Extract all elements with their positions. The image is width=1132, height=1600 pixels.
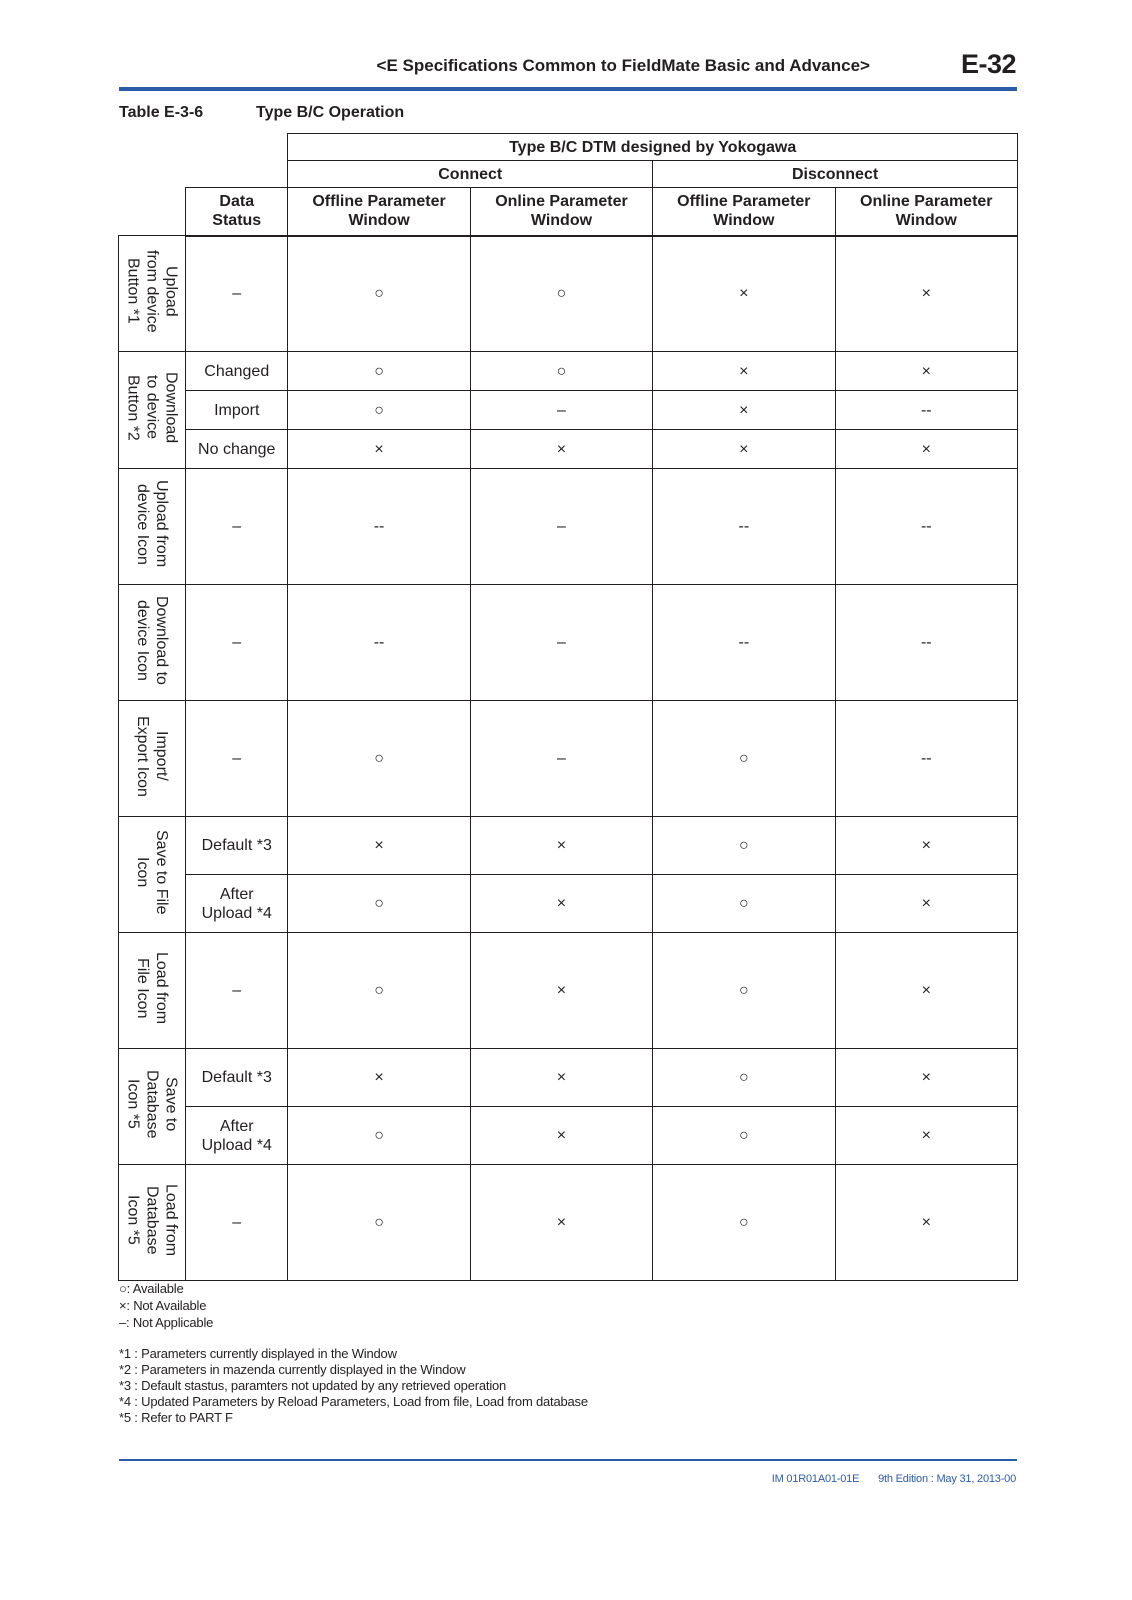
data-status-cell: –	[186, 469, 288, 585]
data-status-cell: Changed	[186, 352, 288, 391]
table-caption	[119, 104, 405, 122]
page-number: E-32	[960, 49, 1016, 79]
table-row	[119, 933, 1018, 1049]
cell-disconnect-online: ×	[835, 1049, 1017, 1107]
legend-not-applicable: –: Not Applicable	[119, 1315, 214, 1330]
header-connect-offline: Offline Parameter Window	[288, 188, 470, 236]
row-group-label: Import/ Export Icon	[134, 715, 171, 797]
row-group-label-cell	[119, 701, 186, 817]
footer-edition: 9th Edition : May 31, 2013-00	[878, 1473, 1016, 1485]
cell-disconnect-offline: ×	[653, 352, 835, 391]
cell-connect-offline: ○	[288, 1165, 470, 1281]
row-group-label: Upload from device Button *1	[124, 249, 180, 333]
cell-connect-online: –	[470, 391, 652, 430]
row-group-label: Save to File Icon	[134, 829, 171, 915]
cell-connect-online: –	[470, 469, 652, 585]
footer-doc-id: IM 01R01A01-01E	[771, 1473, 860, 1485]
cell-connect-online: ×	[470, 875, 652, 933]
table-row	[119, 430, 1018, 469]
footnotes	[119, 1346, 588, 1426]
cell-disconnect-online: ×	[835, 933, 1017, 1049]
footnote-3: *3 : Default stastus, paramters not updated by any retrieved operation	[119, 1378, 507, 1393]
header-disconnect-offline: Offline Parameter Window	[653, 188, 835, 236]
header-type-bc-dtm: Type B/C DTM designed by Yokogawa	[288, 134, 1018, 161]
cell-connect-offline: ×	[288, 430, 470, 469]
cell-connect-online: ×	[470, 430, 652, 469]
header-disconnect: Disconnect	[653, 161, 1018, 188]
table-row	[119, 585, 1018, 701]
footnote-5: *5 : Refer to PART F	[119, 1410, 233, 1425]
cell-connect-online: ×	[470, 933, 652, 1049]
table-caption-title: Type B/C Operation	[256, 104, 405, 121]
header-rule	[119, 87, 1017, 91]
table-row	[119, 701, 1018, 817]
header-title: <E Specifications Common to FieldMate Basic and Advance>	[376, 56, 870, 75]
cell-disconnect-online: ×	[835, 1107, 1017, 1165]
table-caption-label: Table E-3-6	[119, 104, 204, 121]
footnote-4: *4 : Updated Parameters by Reload Parameters, Load from file, Load from database	[119, 1394, 588, 1409]
cell-connect-online: –	[470, 701, 652, 817]
table-row	[119, 817, 1018, 875]
cell-disconnect-online: ×	[835, 236, 1017, 352]
cell-disconnect-online: ×	[835, 352, 1017, 391]
data-status-cell: Default *3	[186, 1049, 288, 1107]
cell-disconnect-offline: ○	[653, 1049, 835, 1107]
row-group-label: Load from File Icon	[134, 951, 171, 1025]
cell-connect-online: ○	[470, 236, 652, 352]
cell-disconnect-offline: ○	[653, 875, 835, 933]
row-group-label-cell	[119, 817, 186, 933]
cell-connect-online: –	[470, 585, 652, 701]
cell-disconnect-offline: ○	[653, 1165, 835, 1281]
cell-disconnect-online: --	[835, 585, 1017, 701]
footnote-1: *1 : Parameters currently displayed in the Window	[119, 1346, 397, 1361]
cell-disconnect-online: ×	[835, 1165, 1017, 1281]
data-status-cell: Default *3	[186, 817, 288, 875]
table-row	[119, 469, 1018, 585]
cell-disconnect-offline: ○	[653, 701, 835, 817]
data-status-cell: –	[186, 1165, 288, 1281]
table-row	[119, 236, 1018, 352]
row-group-label-cell	[119, 1049, 186, 1165]
row-group-label-cell	[119, 1165, 186, 1281]
table-body	[119, 236, 1018, 1281]
cell-disconnect-offline: ○	[653, 817, 835, 875]
table-row	[119, 1107, 1018, 1165]
row-group-label: Download to device Icon	[134, 595, 171, 685]
row-group-label-cell	[119, 236, 186, 352]
footnote-2: *2 : Parameters in mazenda currently displayed in the Window	[119, 1362, 466, 1377]
cell-disconnect-offline: ○	[653, 933, 835, 1049]
cell-disconnect-offline: --	[653, 469, 835, 585]
cell-connect-online: ×	[470, 817, 652, 875]
data-status-cell: –	[186, 701, 288, 817]
cell-connect-offline: ○	[288, 701, 470, 817]
row-group-label: Save to Database Icon *5	[124, 1069, 180, 1139]
cell-disconnect-offline: ×	[653, 236, 835, 352]
cell-connect-offline: ×	[288, 817, 470, 875]
header-disconnect-online: Online Parameter Window	[835, 188, 1017, 236]
cell-disconnect-online: --	[835, 391, 1017, 430]
table-row	[119, 391, 1018, 430]
cell-connect-online: ×	[470, 1049, 652, 1107]
cell-connect-offline: ○	[288, 875, 470, 933]
header-connect-online: Online Parameter Window	[470, 188, 652, 236]
cell-connect-offline: ×	[288, 1049, 470, 1107]
cell-disconnect-online: --	[835, 701, 1017, 817]
legend	[119, 1280, 213, 1331]
row-group-label-cell	[119, 352, 186, 469]
footer-rule	[119, 1459, 1017, 1461]
footer	[772, 1473, 1016, 1485]
row-group-label-cell	[119, 933, 186, 1049]
cell-disconnect-online: ×	[835, 817, 1017, 875]
row-group-label-cell	[119, 585, 186, 701]
cell-connect-offline: ○	[288, 236, 470, 352]
cell-connect-offline: --	[288, 469, 470, 585]
cell-disconnect-online: ×	[835, 875, 1017, 933]
cell-disconnect-online: ×	[835, 430, 1017, 469]
table-row	[119, 875, 1018, 933]
data-status-cell: –	[186, 236, 288, 352]
header-connect: Connect	[288, 161, 653, 188]
data-status-cell: After Upload *4	[186, 875, 288, 933]
data-status-cell: –	[186, 933, 288, 1049]
table-row	[119, 352, 1018, 391]
cell-connect-online: ○	[470, 352, 652, 391]
row-group-label: Download to device Button *2	[124, 371, 180, 444]
header-data-status: Data Status	[186, 188, 288, 236]
cell-disconnect-offline: ×	[653, 391, 835, 430]
row-group-label: Upload from device Icon	[134, 480, 171, 568]
cell-disconnect-offline: ○	[653, 1107, 835, 1165]
cell-disconnect-offline: ×	[653, 430, 835, 469]
cell-connect-offline: ○	[288, 933, 470, 1049]
data-status-cell: After Upload *4	[186, 1107, 288, 1165]
data-status-cell: Import	[186, 391, 288, 430]
operation-table	[118, 133, 1018, 1281]
data-status-cell: –	[186, 585, 288, 701]
cell-connect-offline: ○	[288, 352, 470, 391]
row-group-label: Load from Database Icon *5	[124, 1183, 180, 1257]
cell-disconnect-offline: --	[653, 585, 835, 701]
cell-connect-offline: ○	[288, 1107, 470, 1165]
cell-connect-offline: ○	[288, 391, 470, 430]
cell-disconnect-online: --	[835, 469, 1017, 585]
table-row	[119, 1049, 1018, 1107]
cell-connect-offline: --	[288, 585, 470, 701]
legend-not-available: ×: Not Available	[119, 1298, 207, 1313]
cell-connect-online: ×	[470, 1107, 652, 1165]
legend-available: ○: Available	[119, 1281, 184, 1296]
table-row	[119, 1165, 1018, 1281]
row-group-label-cell	[119, 469, 186, 585]
cell-connect-online: ×	[470, 1165, 652, 1281]
data-status-cell: No change	[186, 430, 288, 469]
